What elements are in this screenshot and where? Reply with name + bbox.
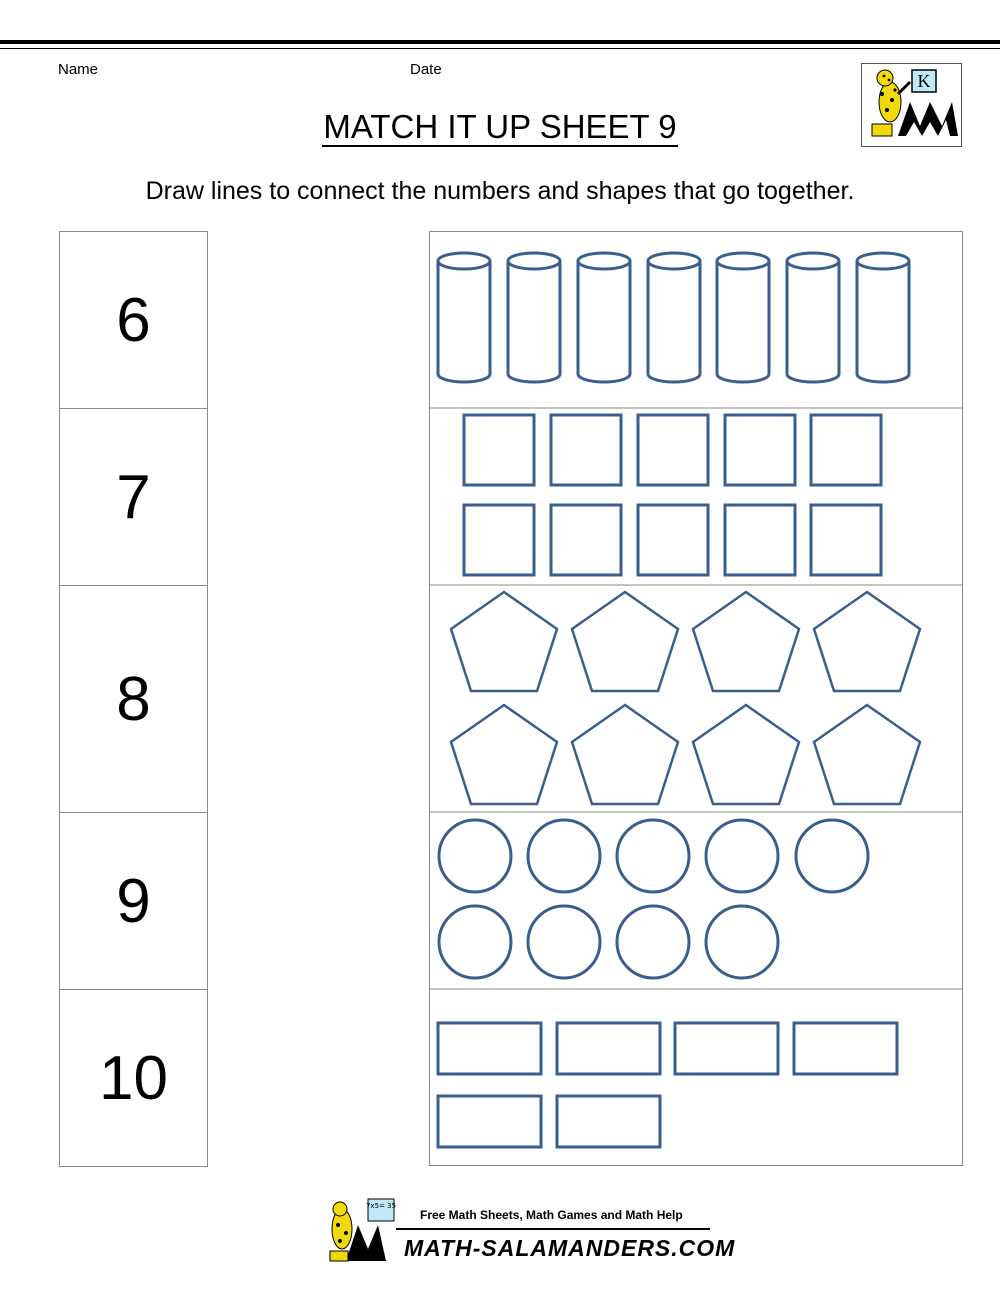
circle-icon [528,906,600,978]
cylinder-icon [857,253,909,382]
square-icon [638,415,708,485]
number-label: 7 [116,462,151,532]
pentagon-icon [693,592,799,691]
date-label: Date [410,61,442,78]
group-rectangles[interactable] [438,1023,897,1147]
rectangle-icon [557,1096,660,1147]
rectangle-icon [438,1096,541,1147]
circle-icon [528,820,600,892]
group-circles[interactable] [439,820,868,978]
top-rule-thin [0,48,1000,49]
cylinder-icon [578,253,630,382]
footer-tagline: Free Math Sheets, Math Games and Math Help [420,1208,683,1222]
square-icon [725,415,795,485]
pentagon-icon [693,705,799,804]
group-squares[interactable] [464,415,881,575]
cylinder-icon [787,253,839,382]
group-pentagons[interactable] [451,592,920,804]
rectangle-icon [794,1023,897,1074]
number-label: 6 [116,285,151,355]
number-label: 10 [99,1043,168,1113]
cylinder-icon [438,253,490,382]
rectangle-icon [438,1023,541,1074]
square-icon [464,415,534,485]
square-icon [551,505,621,575]
number-label: 9 [116,866,151,936]
rectangle-icon [675,1023,778,1074]
footer-logo-text: 7x5= 35 [365,1202,397,1210]
number-cell-8[interactable] [59,585,208,813]
number-cell-7[interactable] [59,408,208,586]
cylinder-icon [648,253,700,382]
circle-icon [706,906,778,978]
circle-icon [439,820,511,892]
circle-icon [796,820,868,892]
number-label: 8 [116,664,151,734]
pentagon-icon [572,705,678,804]
square-icon [638,505,708,575]
instructions: Draw lines to connect the numbers and shapes that go together. [145,177,855,205]
name-label: Name [58,61,99,78]
logo-letter: K [917,71,931,91]
square-icon [725,505,795,575]
footer-site-link[interactable]: MATH-SALAMANDERS.COM [404,1235,736,1261]
pentagon-icon [814,705,920,804]
circle-icon [617,820,689,892]
square-icon [811,505,881,575]
pentagon-icon [451,705,557,804]
panel-dividers [429,408,963,989]
square-icon [464,505,534,575]
square-icon [811,415,881,485]
page-title: MATCH IT UP SHEET 9 [323,108,677,145]
circle-icon [706,820,778,892]
top-rule-thick [0,40,1000,44]
pentagon-icon [814,592,920,691]
number-cell-9[interactable] [59,812,208,990]
cylinder-icon [717,253,769,382]
pentagon-icon [451,592,557,691]
number-cell-10[interactable] [59,989,208,1167]
shape-groups [429,231,963,1166]
circle-icon [617,906,689,978]
square-icon [551,415,621,485]
cylinder-icon [508,253,560,382]
circle-icon [439,906,511,978]
number-cell-6[interactable] [59,231,208,409]
group-cylinders[interactable] [438,253,909,382]
pentagon-icon [572,592,678,691]
rectangle-icon [557,1023,660,1074]
